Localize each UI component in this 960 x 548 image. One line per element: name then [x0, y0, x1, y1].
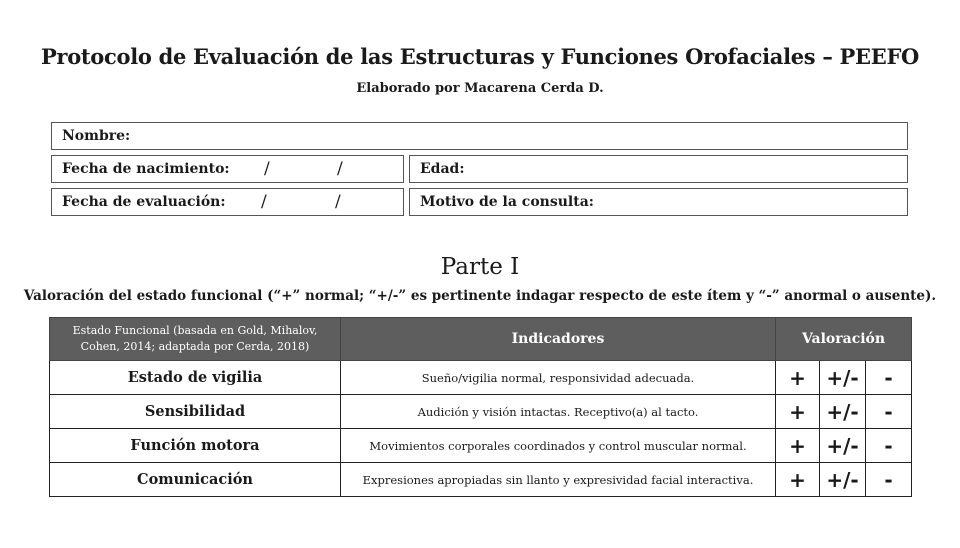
table-header-row: [50, 318, 912, 361]
document-title: Protocolo de Evaluación de las Estructuras y Funciones Orofaciales – PEEFO: [40, 44, 920, 69]
date-separator: /: [264, 159, 270, 179]
rating-plus-minus[interactable]: +/-: [820, 361, 866, 395]
date-separator: /: [337, 159, 343, 179]
fecha-nacimiento-field[interactable]: [51, 155, 404, 183]
indicator-text: Expresiones apropiadas sin llanto y expresividad facial interactiva.: [341, 463, 776, 497]
rating-plus-minus[interactable]: +/-: [820, 463, 866, 497]
rating-plus[interactable]: +: [776, 395, 820, 429]
fecha-evaluacion-label: Fecha de evaluación:: [62, 194, 226, 210]
table-row: [50, 361, 912, 395]
motivo-label: Motivo de la consulta:: [420, 194, 594, 210]
header-valoracion: Valoración: [776, 318, 912, 361]
functional-status-table: [49, 317, 912, 497]
function-name: Función motora: [50, 429, 341, 463]
header-estado-funcional: Estado Funcional (basada en Gold, Mihalov, Cohen, 2014; adaptada por Cerda, 2018): [50, 318, 341, 361]
table-row: [50, 463, 912, 497]
date-separator: /: [261, 192, 267, 212]
nombre-field[interactable]: [51, 122, 908, 150]
rating-plus-minus[interactable]: +/-: [820, 395, 866, 429]
rating-minus[interactable]: -: [866, 463, 912, 497]
rating-minus[interactable]: -: [866, 429, 912, 463]
fecha-evaluacion-field[interactable]: [51, 188, 404, 216]
function-name: Sensibilidad: [50, 395, 341, 429]
rating-plus[interactable]: +: [776, 361, 820, 395]
fecha-nacimiento-label: Fecha de nacimiento:: [62, 161, 230, 177]
edad-label: Edad:: [420, 161, 465, 177]
indicator-text: Sueño/vigilia normal, responsividad adecuada.: [341, 361, 776, 395]
function-name: Comunicación: [50, 463, 341, 497]
rating-plus[interactable]: +: [776, 463, 820, 497]
motivo-consulta-field[interactable]: [409, 188, 908, 216]
part-title: Parte I: [440, 254, 520, 280]
rating-plus[interactable]: +: [776, 429, 820, 463]
rating-minus[interactable]: -: [866, 361, 912, 395]
table-row: [50, 395, 912, 429]
indicator-text: Movimientos corporales coordinados y control muscular normal.: [341, 429, 776, 463]
edad-field[interactable]: [409, 155, 908, 183]
indicator-text: Audición y visión intactas. Receptivo(a) al tacto.: [341, 395, 776, 429]
rating-minus[interactable]: -: [866, 395, 912, 429]
table-row: [50, 429, 912, 463]
nombre-label: Nombre:: [62, 128, 131, 144]
function-name: Estado de vigilia: [50, 361, 341, 395]
header-indicadores: Indicadores: [341, 318, 776, 361]
date-separator: /: [335, 192, 341, 212]
author-line: Elaborado por Macarena Cerda D.: [356, 81, 604, 96]
rating-plus-minus[interactable]: +/-: [820, 429, 866, 463]
part-description: Valoración del estado funcional (“+” normal; “+/-” es pertinente indagar respecto de este ítem y “-” anormal o ausente).: [23, 288, 937, 304]
